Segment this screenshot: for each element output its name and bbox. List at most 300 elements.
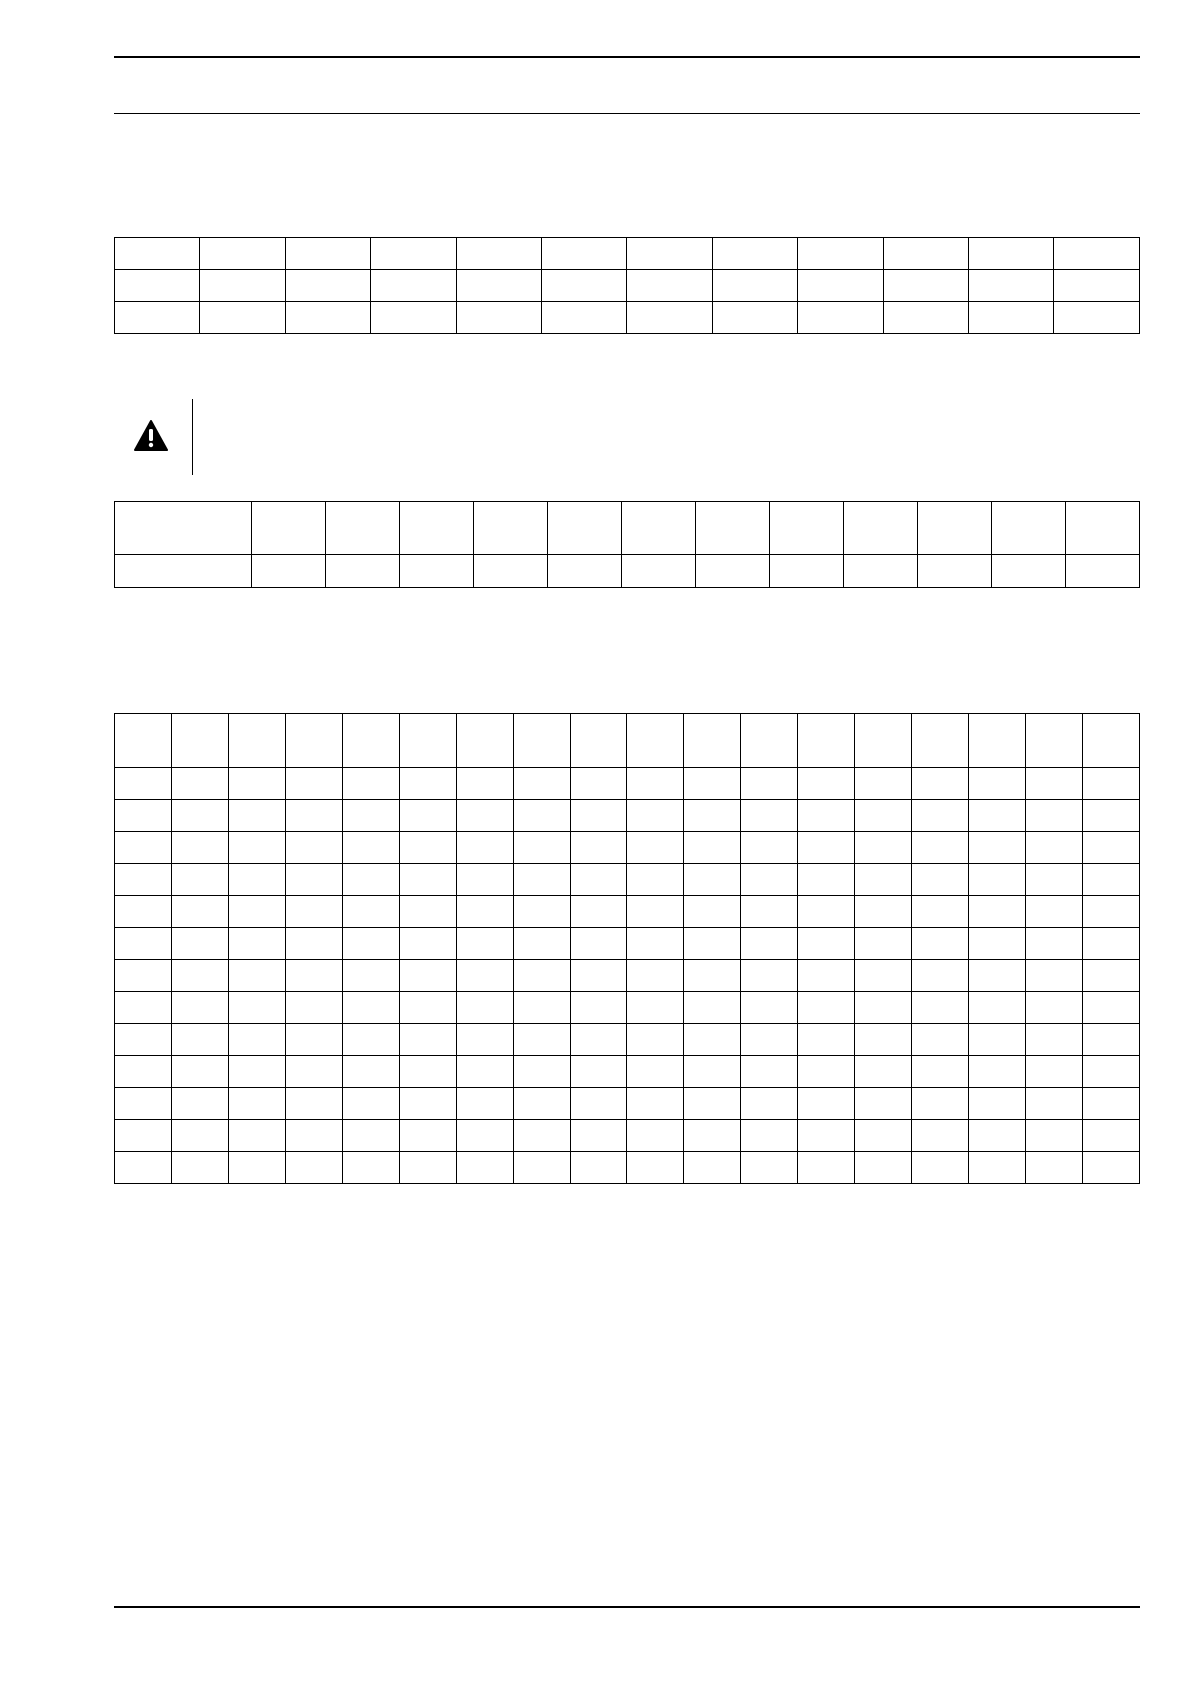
table-cell — [684, 992, 741, 1024]
table-cell — [684, 1120, 741, 1152]
table-cell — [1026, 1152, 1083, 1184]
table-cell — [285, 864, 342, 896]
table-cell — [570, 1056, 627, 1088]
table-cell — [969, 270, 1054, 302]
table-cell — [1082, 1120, 1139, 1152]
table-cell — [855, 1024, 912, 1056]
warning-divider — [192, 399, 193, 475]
table-cell — [171, 1152, 228, 1184]
table-cell — [622, 555, 696, 588]
table-cell — [1026, 1024, 1083, 1056]
table-cell — [228, 714, 285, 768]
footer-rule — [114, 1606, 1140, 1608]
table-cell — [115, 714, 172, 768]
table-cell — [171, 800, 228, 832]
table-row — [115, 928, 1140, 960]
table-cell — [918, 502, 992, 555]
table-cell — [228, 1024, 285, 1056]
table-cell — [115, 768, 172, 800]
table-cell — [342, 1056, 399, 1088]
table-cell — [918, 555, 992, 588]
table-cell — [627, 960, 684, 992]
table-cell — [115, 302, 200, 334]
table-cell — [855, 928, 912, 960]
table-cell — [513, 896, 570, 928]
table-cell — [1026, 896, 1083, 928]
table-cell — [456, 960, 513, 992]
table-cell — [741, 1120, 798, 1152]
table-cell — [855, 960, 912, 992]
table-cell — [171, 1056, 228, 1088]
table-cell — [548, 555, 622, 588]
table-cell — [542, 302, 627, 334]
table-cell — [400, 555, 474, 588]
table-cell — [513, 864, 570, 896]
table-cell — [171, 1088, 228, 1120]
table-row — [115, 270, 1140, 302]
table-cell — [285, 270, 370, 302]
table-cell — [456, 800, 513, 832]
table-cell — [912, 992, 969, 1024]
table-cell — [770, 502, 844, 555]
table-cell — [200, 270, 285, 302]
table-cell — [912, 1088, 969, 1120]
table-cell — [228, 832, 285, 864]
table-cell — [855, 896, 912, 928]
table-cell — [285, 1088, 342, 1120]
table-cell — [712, 238, 797, 270]
table-cell — [741, 896, 798, 928]
table-cell — [912, 928, 969, 960]
table-cell — [171, 1120, 228, 1152]
table-row — [115, 1024, 1140, 1056]
table-cell — [399, 992, 456, 1024]
table-cell — [399, 864, 456, 896]
table-cell — [399, 800, 456, 832]
table-cell — [570, 992, 627, 1024]
header-rule-bottom — [114, 113, 1140, 114]
header-rule-top — [114, 56, 1140, 58]
table-cell — [741, 1152, 798, 1184]
table-row — [115, 768, 1140, 800]
table-cell — [712, 270, 797, 302]
table-cell — [741, 864, 798, 896]
table-cell — [570, 832, 627, 864]
table-cell — [969, 238, 1054, 270]
table-cell — [400, 502, 474, 555]
table-cell — [171, 864, 228, 896]
table-cell — [570, 800, 627, 832]
table-cell — [285, 928, 342, 960]
table-cell — [115, 992, 172, 1024]
table-cell — [513, 832, 570, 864]
table-cell — [399, 1024, 456, 1056]
table-cell — [1082, 714, 1139, 768]
table-cell — [912, 768, 969, 800]
table-cell — [627, 864, 684, 896]
table-cell — [342, 1088, 399, 1120]
table-cell — [115, 502, 252, 555]
table-cell — [741, 714, 798, 768]
table-cell — [912, 1024, 969, 1056]
table-cell — [285, 1152, 342, 1184]
table-cell — [969, 864, 1026, 896]
table-cell — [570, 896, 627, 928]
table-cell — [1082, 1088, 1139, 1120]
table-cell — [570, 864, 627, 896]
table-cell — [342, 864, 399, 896]
table-cell — [570, 768, 627, 800]
table-cell — [399, 1120, 456, 1152]
table-cell — [115, 238, 200, 270]
table-cell — [627, 270, 712, 302]
table-cell — [513, 1056, 570, 1088]
table-cell — [228, 960, 285, 992]
table-cell — [115, 832, 172, 864]
table-cell — [855, 864, 912, 896]
table-cell — [371, 270, 456, 302]
table-cell — [171, 928, 228, 960]
table-cell — [798, 832, 855, 864]
table-cell — [696, 555, 770, 588]
table-cell — [456, 302, 541, 334]
table-cell — [371, 238, 456, 270]
table-cell — [513, 1152, 570, 1184]
table-cell — [1026, 832, 1083, 864]
table-cell — [1082, 768, 1139, 800]
table-a — [114, 237, 1140, 334]
table-cell — [798, 1056, 855, 1088]
table-cell — [855, 768, 912, 800]
table-cell — [456, 1024, 513, 1056]
table-cell — [570, 714, 627, 768]
table-cell — [285, 1024, 342, 1056]
table-cell — [513, 960, 570, 992]
table-cell — [399, 928, 456, 960]
table-cell — [570, 1120, 627, 1152]
table-cell — [855, 1120, 912, 1152]
table-cell — [969, 1088, 1026, 1120]
table-cell — [969, 960, 1026, 992]
table-cell — [1054, 270, 1140, 302]
table-cell — [342, 992, 399, 1024]
table-cell — [684, 1152, 741, 1184]
table-cell — [798, 270, 883, 302]
table-cell — [542, 270, 627, 302]
table-cell — [627, 928, 684, 960]
table-cell — [912, 1056, 969, 1088]
table-cell — [342, 714, 399, 768]
table-cell — [969, 928, 1026, 960]
table-cell — [542, 238, 627, 270]
table-cell — [855, 714, 912, 768]
table-cell — [1082, 960, 1139, 992]
table-cell — [115, 864, 172, 896]
table-cell — [1054, 238, 1140, 270]
table-cell — [342, 832, 399, 864]
table-cell — [798, 1152, 855, 1184]
table-cell — [969, 896, 1026, 928]
table-cell — [883, 238, 968, 270]
table-cell — [741, 960, 798, 992]
table-cell — [969, 768, 1026, 800]
table-cell — [1082, 832, 1139, 864]
table-cell — [456, 1088, 513, 1120]
table-cell — [798, 1024, 855, 1056]
table-cell — [342, 768, 399, 800]
table-cell — [252, 502, 326, 555]
table-cell — [1026, 1056, 1083, 1088]
table-row — [115, 1152, 1140, 1184]
table-cell — [684, 832, 741, 864]
table-cell — [684, 714, 741, 768]
table-cell — [770, 555, 844, 588]
table-cell — [912, 800, 969, 832]
table-cell — [684, 896, 741, 928]
table-cell — [741, 832, 798, 864]
table-cell — [741, 1024, 798, 1056]
table-cell — [684, 960, 741, 992]
table-cell — [684, 768, 741, 800]
table-cell — [456, 1152, 513, 1184]
table-cell — [171, 896, 228, 928]
table-cell — [627, 800, 684, 832]
table-cell — [1066, 555, 1140, 588]
table-cell — [855, 800, 912, 832]
table-cell — [228, 1120, 285, 1152]
table-cell — [200, 238, 285, 270]
table-cell — [342, 1024, 399, 1056]
table-cell — [627, 1056, 684, 1088]
table-cell — [1082, 928, 1139, 960]
table-cell — [456, 1056, 513, 1088]
table-cell — [399, 896, 456, 928]
table-cell — [627, 1024, 684, 1056]
table-cell — [456, 1120, 513, 1152]
table-cell — [684, 800, 741, 832]
table-row — [115, 832, 1140, 864]
table-cell — [684, 1056, 741, 1088]
table-cell — [627, 992, 684, 1024]
table-cell — [456, 768, 513, 800]
table-c — [114, 713, 1140, 1184]
table-cell — [399, 714, 456, 768]
table-cell — [399, 832, 456, 864]
table-cell — [570, 1024, 627, 1056]
table-cell — [200, 302, 285, 334]
table-cell — [171, 992, 228, 1024]
table-row — [115, 238, 1140, 270]
table-cell — [969, 302, 1054, 334]
table-cell — [883, 270, 968, 302]
table-cell — [741, 768, 798, 800]
table-cell — [342, 896, 399, 928]
table-cell — [326, 555, 400, 588]
table-row — [115, 555, 1140, 588]
table-cell — [798, 238, 883, 270]
table-cell — [798, 928, 855, 960]
table-cell — [570, 960, 627, 992]
table-cell — [285, 302, 370, 334]
table-cell — [741, 1056, 798, 1088]
table-cell — [969, 1120, 1026, 1152]
table-cell — [1082, 800, 1139, 832]
table-cell — [285, 768, 342, 800]
table-cell — [171, 1024, 228, 1056]
table-cell — [171, 832, 228, 864]
table-cell — [969, 992, 1026, 1024]
table-cell — [1082, 864, 1139, 896]
table-row — [115, 1120, 1140, 1152]
table-cell — [855, 1152, 912, 1184]
table-cell — [912, 714, 969, 768]
table-cell — [285, 1056, 342, 1088]
table-cell — [798, 992, 855, 1024]
table-cell — [627, 714, 684, 768]
table-cell — [115, 800, 172, 832]
warning-note — [114, 399, 1140, 475]
table-cell — [115, 960, 172, 992]
table-cell — [513, 768, 570, 800]
table-cell — [474, 555, 548, 588]
table-row — [115, 896, 1140, 928]
table-cell — [115, 1024, 172, 1056]
table-cell — [456, 896, 513, 928]
table-row — [115, 302, 1140, 334]
table-cell — [513, 800, 570, 832]
table-cell — [399, 1056, 456, 1088]
table-cell — [1066, 502, 1140, 555]
table-cell — [969, 1152, 1026, 1184]
table-cell — [228, 896, 285, 928]
table-row — [115, 1056, 1140, 1088]
table-cell — [456, 714, 513, 768]
table-cell — [342, 960, 399, 992]
table-cell — [798, 864, 855, 896]
warning-triangle-icon — [134, 419, 168, 453]
table-cell — [684, 1024, 741, 1056]
table-cell — [1026, 1120, 1083, 1152]
table-cell — [285, 1120, 342, 1152]
table-cell — [627, 238, 712, 270]
table-cell — [456, 864, 513, 896]
table-cell — [912, 864, 969, 896]
table-cell — [1082, 992, 1139, 1024]
table-cell — [171, 768, 228, 800]
table-cell — [115, 1088, 172, 1120]
table-cell — [622, 502, 696, 555]
table-cell — [798, 800, 855, 832]
table-row — [115, 1088, 1140, 1120]
table-cell — [798, 1088, 855, 1120]
table-cell — [969, 800, 1026, 832]
table-cell — [696, 502, 770, 555]
table-cell — [1082, 1152, 1139, 1184]
table-cell — [513, 714, 570, 768]
table-cell — [1026, 768, 1083, 800]
table-cell — [399, 960, 456, 992]
table-cell — [798, 896, 855, 928]
table-cell — [684, 1088, 741, 1120]
table-cell — [627, 1088, 684, 1120]
table-cell — [992, 555, 1066, 588]
table-cell — [969, 832, 1026, 864]
table-cell — [115, 1056, 172, 1088]
table-cell — [456, 928, 513, 960]
table-header-row — [115, 502, 1140, 555]
table-cell — [115, 555, 252, 588]
table-cell — [326, 502, 400, 555]
table-cell — [570, 1152, 627, 1184]
table-cell — [855, 832, 912, 864]
table-cell — [252, 555, 326, 588]
table-cell — [912, 1152, 969, 1184]
table-cell — [570, 928, 627, 960]
table-cell — [912, 896, 969, 928]
table-cell — [627, 768, 684, 800]
table-cell — [969, 1056, 1026, 1088]
table-row — [115, 992, 1140, 1024]
table-cell — [741, 992, 798, 1024]
table-cell — [627, 896, 684, 928]
table-cell — [115, 928, 172, 960]
table-cell — [912, 832, 969, 864]
table-cell — [1026, 864, 1083, 896]
table-cell — [228, 1152, 285, 1184]
table-row — [115, 960, 1140, 992]
table-cell — [285, 800, 342, 832]
table-cell — [513, 1024, 570, 1056]
table-cell — [844, 502, 918, 555]
table-cell — [627, 1152, 684, 1184]
table-cell — [969, 714, 1026, 768]
table-cell — [228, 1088, 285, 1120]
table-cell — [399, 768, 456, 800]
table-cell — [513, 1120, 570, 1152]
table-cell — [1026, 714, 1083, 768]
table-cell — [371, 302, 456, 334]
table-cell — [342, 1152, 399, 1184]
table-cell — [228, 1056, 285, 1088]
table-cell — [399, 1088, 456, 1120]
table-cell — [228, 992, 285, 1024]
table-cell — [456, 238, 541, 270]
table-cell — [741, 800, 798, 832]
table-cell — [115, 896, 172, 928]
table-cell — [1026, 1088, 1083, 1120]
table-cell — [285, 992, 342, 1024]
table-cell — [883, 302, 968, 334]
table-b — [114, 501, 1140, 588]
table-cell — [684, 928, 741, 960]
table-cell — [1026, 992, 1083, 1024]
table-cell — [798, 714, 855, 768]
table-cell — [992, 502, 1066, 555]
table-cell — [228, 768, 285, 800]
table-cell — [228, 928, 285, 960]
table-cell — [171, 960, 228, 992]
table-cell — [285, 896, 342, 928]
table-cell — [285, 960, 342, 992]
table-row — [115, 800, 1140, 832]
table-cell — [570, 1088, 627, 1120]
table-cell — [798, 1120, 855, 1152]
table-cell — [1026, 928, 1083, 960]
table-cell — [171, 714, 228, 768]
table-cell — [1082, 1024, 1139, 1056]
table-cell — [798, 960, 855, 992]
table-cell — [285, 238, 370, 270]
